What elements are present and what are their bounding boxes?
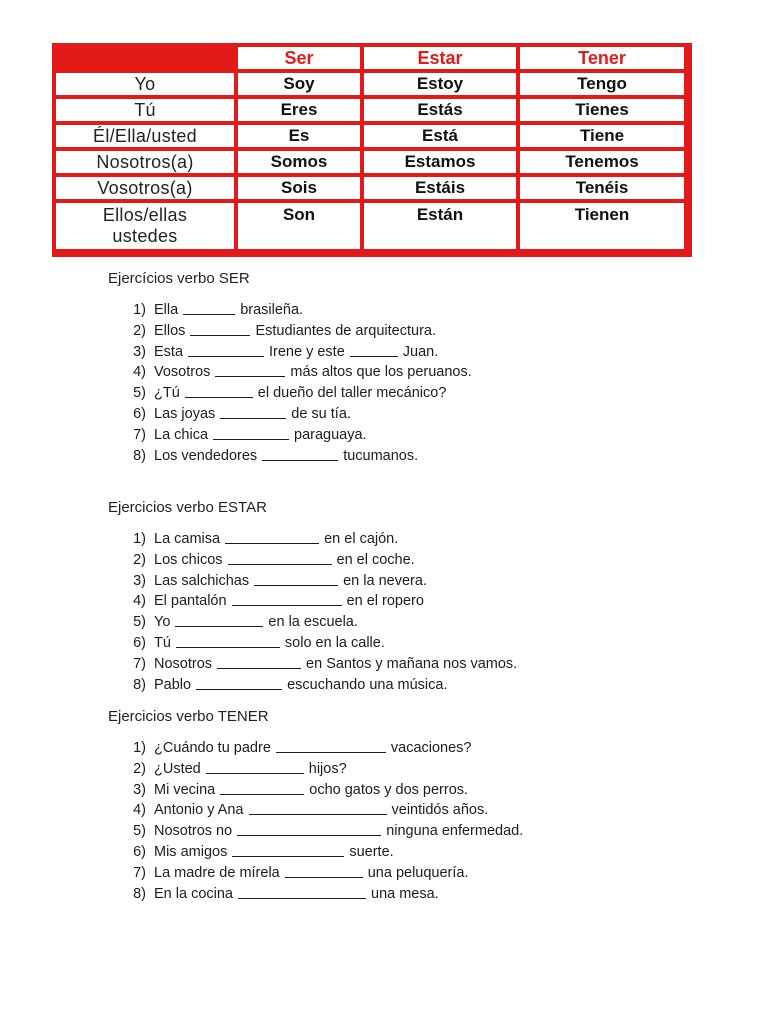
item-number: 6) xyxy=(133,405,146,422)
answer-blank[interactable] xyxy=(262,446,338,461)
item-text-after: una peluquería. xyxy=(367,864,469,881)
item-text-before: En la cocina xyxy=(154,885,233,902)
exercise-item xyxy=(108,738,523,759)
item-number: 6) xyxy=(133,843,146,860)
exercise-item xyxy=(108,675,517,696)
item-text-middle: Irene y este xyxy=(269,343,345,360)
exercise-item xyxy=(108,591,517,612)
exercise-section-ser xyxy=(108,270,472,466)
item-text-before: Los vendedores xyxy=(154,447,258,464)
item-text-before: Mi vecina xyxy=(154,781,216,798)
verb-header-ser: Ser xyxy=(238,47,360,69)
item-number: 7) xyxy=(133,655,146,672)
answer-blank[interactable] xyxy=(176,633,280,648)
section-title: Ejercicios verbo TENER xyxy=(108,708,269,725)
item-number: 6) xyxy=(133,634,146,651)
item-text-after: en el coche. xyxy=(336,551,415,568)
item-text-before: Nosotros xyxy=(154,655,213,672)
conjugation-cell: Tiene xyxy=(520,125,684,147)
item-text-after: más altos que los peruanos. xyxy=(290,364,472,381)
item-number: 5) xyxy=(133,823,146,840)
item-text-after: ocho gatos y dos perros. xyxy=(309,781,469,798)
exercise-item xyxy=(108,759,523,780)
exercise-item xyxy=(108,884,523,905)
conjugation-cell: Tenéis xyxy=(520,177,684,199)
item-text-before: La chica xyxy=(154,426,209,443)
conjugation-cell: Sois xyxy=(238,177,360,199)
pronoun-cell: Tú xyxy=(56,99,234,121)
item-text-before: ¿Cuándo tu padre xyxy=(154,740,271,756)
exercise-section-estar xyxy=(108,499,517,695)
exercise-item xyxy=(108,404,472,425)
answer-blank[interactable] xyxy=(285,863,363,878)
item-text-after: paraguaya. xyxy=(294,426,367,443)
item-text-before: Pablo xyxy=(154,676,192,693)
item-text-after: tucumanos. xyxy=(343,447,419,464)
item-number: 2) xyxy=(133,551,146,568)
item-number: 4) xyxy=(133,364,146,381)
item-text-after: de su tía. xyxy=(291,405,351,422)
table-row xyxy=(56,73,684,95)
pronoun-cell: Yo xyxy=(56,73,234,95)
answer-blank[interactable] xyxy=(254,571,338,586)
conjugation-cell: Tenemos xyxy=(520,151,684,173)
exercise-item xyxy=(108,446,472,467)
table-row xyxy=(56,99,684,121)
item-number: 7) xyxy=(133,426,146,443)
answer-blank[interactable] xyxy=(220,404,286,419)
item-text-after: Juan. xyxy=(402,343,439,360)
answer-blank[interactable] xyxy=(217,654,301,669)
answer-blank[interactable] xyxy=(249,800,387,815)
item-number: 1) xyxy=(133,302,146,318)
answer-blank[interactable] xyxy=(232,591,342,606)
answer-blank[interactable] xyxy=(232,842,344,857)
item-number: 8) xyxy=(133,885,146,902)
conjugation-cell: Están xyxy=(364,203,516,249)
conjugation-cell: Tienes xyxy=(520,99,684,121)
exercise-item xyxy=(108,383,472,404)
exercise-item xyxy=(108,633,517,654)
verb-header-estar: Estar xyxy=(364,47,516,69)
conjugation-cell: Tengo xyxy=(520,73,684,95)
item-text-after: en el cajón. xyxy=(324,531,399,547)
conjugation-table xyxy=(52,43,692,257)
answer-blank[interactable] xyxy=(213,425,289,440)
item-number: 8) xyxy=(133,447,146,464)
item-text-before: Yo xyxy=(154,614,171,631)
exercise-item xyxy=(108,321,472,342)
answer-blank[interactable] xyxy=(206,759,304,774)
answer-blank[interactable] xyxy=(237,821,381,836)
conjugation-cell: Son xyxy=(238,203,360,249)
conjugation-cell: Somos xyxy=(238,151,360,173)
item-number: 8) xyxy=(133,676,146,693)
section-title: Ejercicios verbo ESTAR xyxy=(108,499,267,516)
conjugation-cell: Estoy xyxy=(364,73,516,95)
item-number: 5) xyxy=(133,385,146,402)
item-text-after: hijos? xyxy=(308,760,347,777)
exercise-item xyxy=(108,800,523,821)
exercise-item xyxy=(108,612,517,633)
item-number: 1) xyxy=(133,740,146,756)
item-number: 1) xyxy=(133,531,146,547)
exercise-item xyxy=(108,529,517,550)
exercise-item xyxy=(108,571,517,592)
answer-blank[interactable] xyxy=(183,300,235,315)
pronoun-cell: Vosotros(a) xyxy=(56,177,234,199)
exercise-list xyxy=(108,300,472,466)
answer-blank[interactable] xyxy=(276,738,386,753)
item-number: 3) xyxy=(133,572,146,589)
exercise-item xyxy=(108,300,472,321)
answer-blank[interactable] xyxy=(225,529,319,544)
item-text-before: Las joyas xyxy=(154,405,216,422)
pronoun-cell: Nosotros(a) xyxy=(56,151,234,173)
pronoun-cell: Ellos/ellas ustedes xyxy=(56,203,234,249)
item-text-after: escuchando una música. xyxy=(287,676,448,693)
exercise-item xyxy=(108,842,523,863)
exercise-list xyxy=(108,738,523,904)
item-number: 3) xyxy=(133,781,146,798)
exercise-item xyxy=(108,654,517,675)
conjugation-cell: Estás xyxy=(364,99,516,121)
item-text-before: Esta xyxy=(154,343,184,360)
item-text-before: ¿Tú xyxy=(154,385,180,402)
item-text-after: solo en la calle. xyxy=(284,634,385,651)
item-text-after: vacaciones? xyxy=(390,740,472,756)
conjugation-cell: Está xyxy=(364,125,516,147)
item-text-before: Ellos xyxy=(154,322,186,339)
item-number: 4) xyxy=(133,593,146,610)
item-text-after: el dueño del taller mecánico? xyxy=(257,385,447,402)
item-text-before: Las salchichas xyxy=(154,572,250,589)
answer-blank[interactable] xyxy=(228,550,332,565)
table-row xyxy=(56,203,684,249)
item-text-after: en la escuela. xyxy=(268,614,358,631)
item-text-after: en el ropero xyxy=(346,593,424,610)
answer-blank[interactable] xyxy=(238,884,366,899)
answer-blank[interactable] xyxy=(220,780,304,795)
exercise-item xyxy=(108,425,472,446)
conjugation-cell: Soy xyxy=(238,73,360,95)
section-title: Ejercícios verbo SER xyxy=(108,270,250,287)
item-number: 7) xyxy=(133,864,146,881)
table-row xyxy=(56,177,684,199)
item-text-before: La madre de mírela xyxy=(154,864,280,881)
item-number: 4) xyxy=(133,802,146,819)
exercise-item xyxy=(108,362,472,383)
answer-blank[interactable] xyxy=(215,362,285,377)
answer-blank[interactable] xyxy=(196,675,282,690)
answer-blank[interactable] xyxy=(185,383,253,398)
table-header-row xyxy=(56,47,684,69)
item-text-after: en Santos y mañana nos vamos. xyxy=(306,655,518,672)
item-text-before: Mis amigos xyxy=(154,843,228,860)
item-text-before: Nosotros no xyxy=(154,823,233,840)
exercise-item xyxy=(108,863,523,884)
table-corner-cell xyxy=(56,47,234,69)
answer-blank[interactable] xyxy=(188,342,264,357)
item-text-before: Tú xyxy=(154,634,171,651)
answer-blank[interactable] xyxy=(350,342,398,357)
item-text-after: suerte. xyxy=(349,843,394,860)
item-number: 3) xyxy=(133,343,146,360)
item-text-before: Antonio y Ana xyxy=(154,802,244,819)
item-text-before: Vosotros xyxy=(154,364,211,381)
exercise-item xyxy=(108,821,523,842)
item-text-after: veintidós años. xyxy=(391,802,489,819)
item-text-before: El pantalón xyxy=(154,593,227,610)
item-number: 5) xyxy=(133,614,146,631)
item-number: 2) xyxy=(133,760,146,777)
conjugation-cell: Estáis xyxy=(364,177,516,199)
exercise-item xyxy=(108,780,523,801)
item-text-after: Estudiantes de arquitectura. xyxy=(255,322,436,339)
table-row xyxy=(56,125,684,147)
item-text-after: en la nevera. xyxy=(343,572,427,589)
exercise-section-tener xyxy=(108,708,523,904)
conjugation-cell: Es xyxy=(238,125,360,147)
answer-blank[interactable] xyxy=(190,321,250,336)
conjugation-cell: Estamos xyxy=(364,151,516,173)
item-number: 2) xyxy=(133,322,146,339)
pronoun-cell: Él/Ella/usted xyxy=(56,125,234,147)
exercise-list xyxy=(108,529,517,695)
item-text-before: La camisa xyxy=(154,531,221,547)
exercise-item xyxy=(108,342,472,363)
conjugation-cell: Eres xyxy=(238,99,360,121)
item-text-after: brasileña. xyxy=(240,302,304,318)
exercise-item xyxy=(108,550,517,571)
item-text-after: ninguna enfermedad. xyxy=(386,823,524,840)
conjugation-cell: Tienen xyxy=(520,203,684,249)
table-row xyxy=(56,151,684,173)
item-text-after: una mesa. xyxy=(371,885,439,902)
item-text-before: Los chicos xyxy=(154,551,223,568)
item-text-before: Ella xyxy=(154,302,179,318)
item-text-before: ¿Usted xyxy=(154,760,201,777)
answer-blank[interactable] xyxy=(175,612,263,627)
verb-header-tener: Tener xyxy=(520,47,684,69)
